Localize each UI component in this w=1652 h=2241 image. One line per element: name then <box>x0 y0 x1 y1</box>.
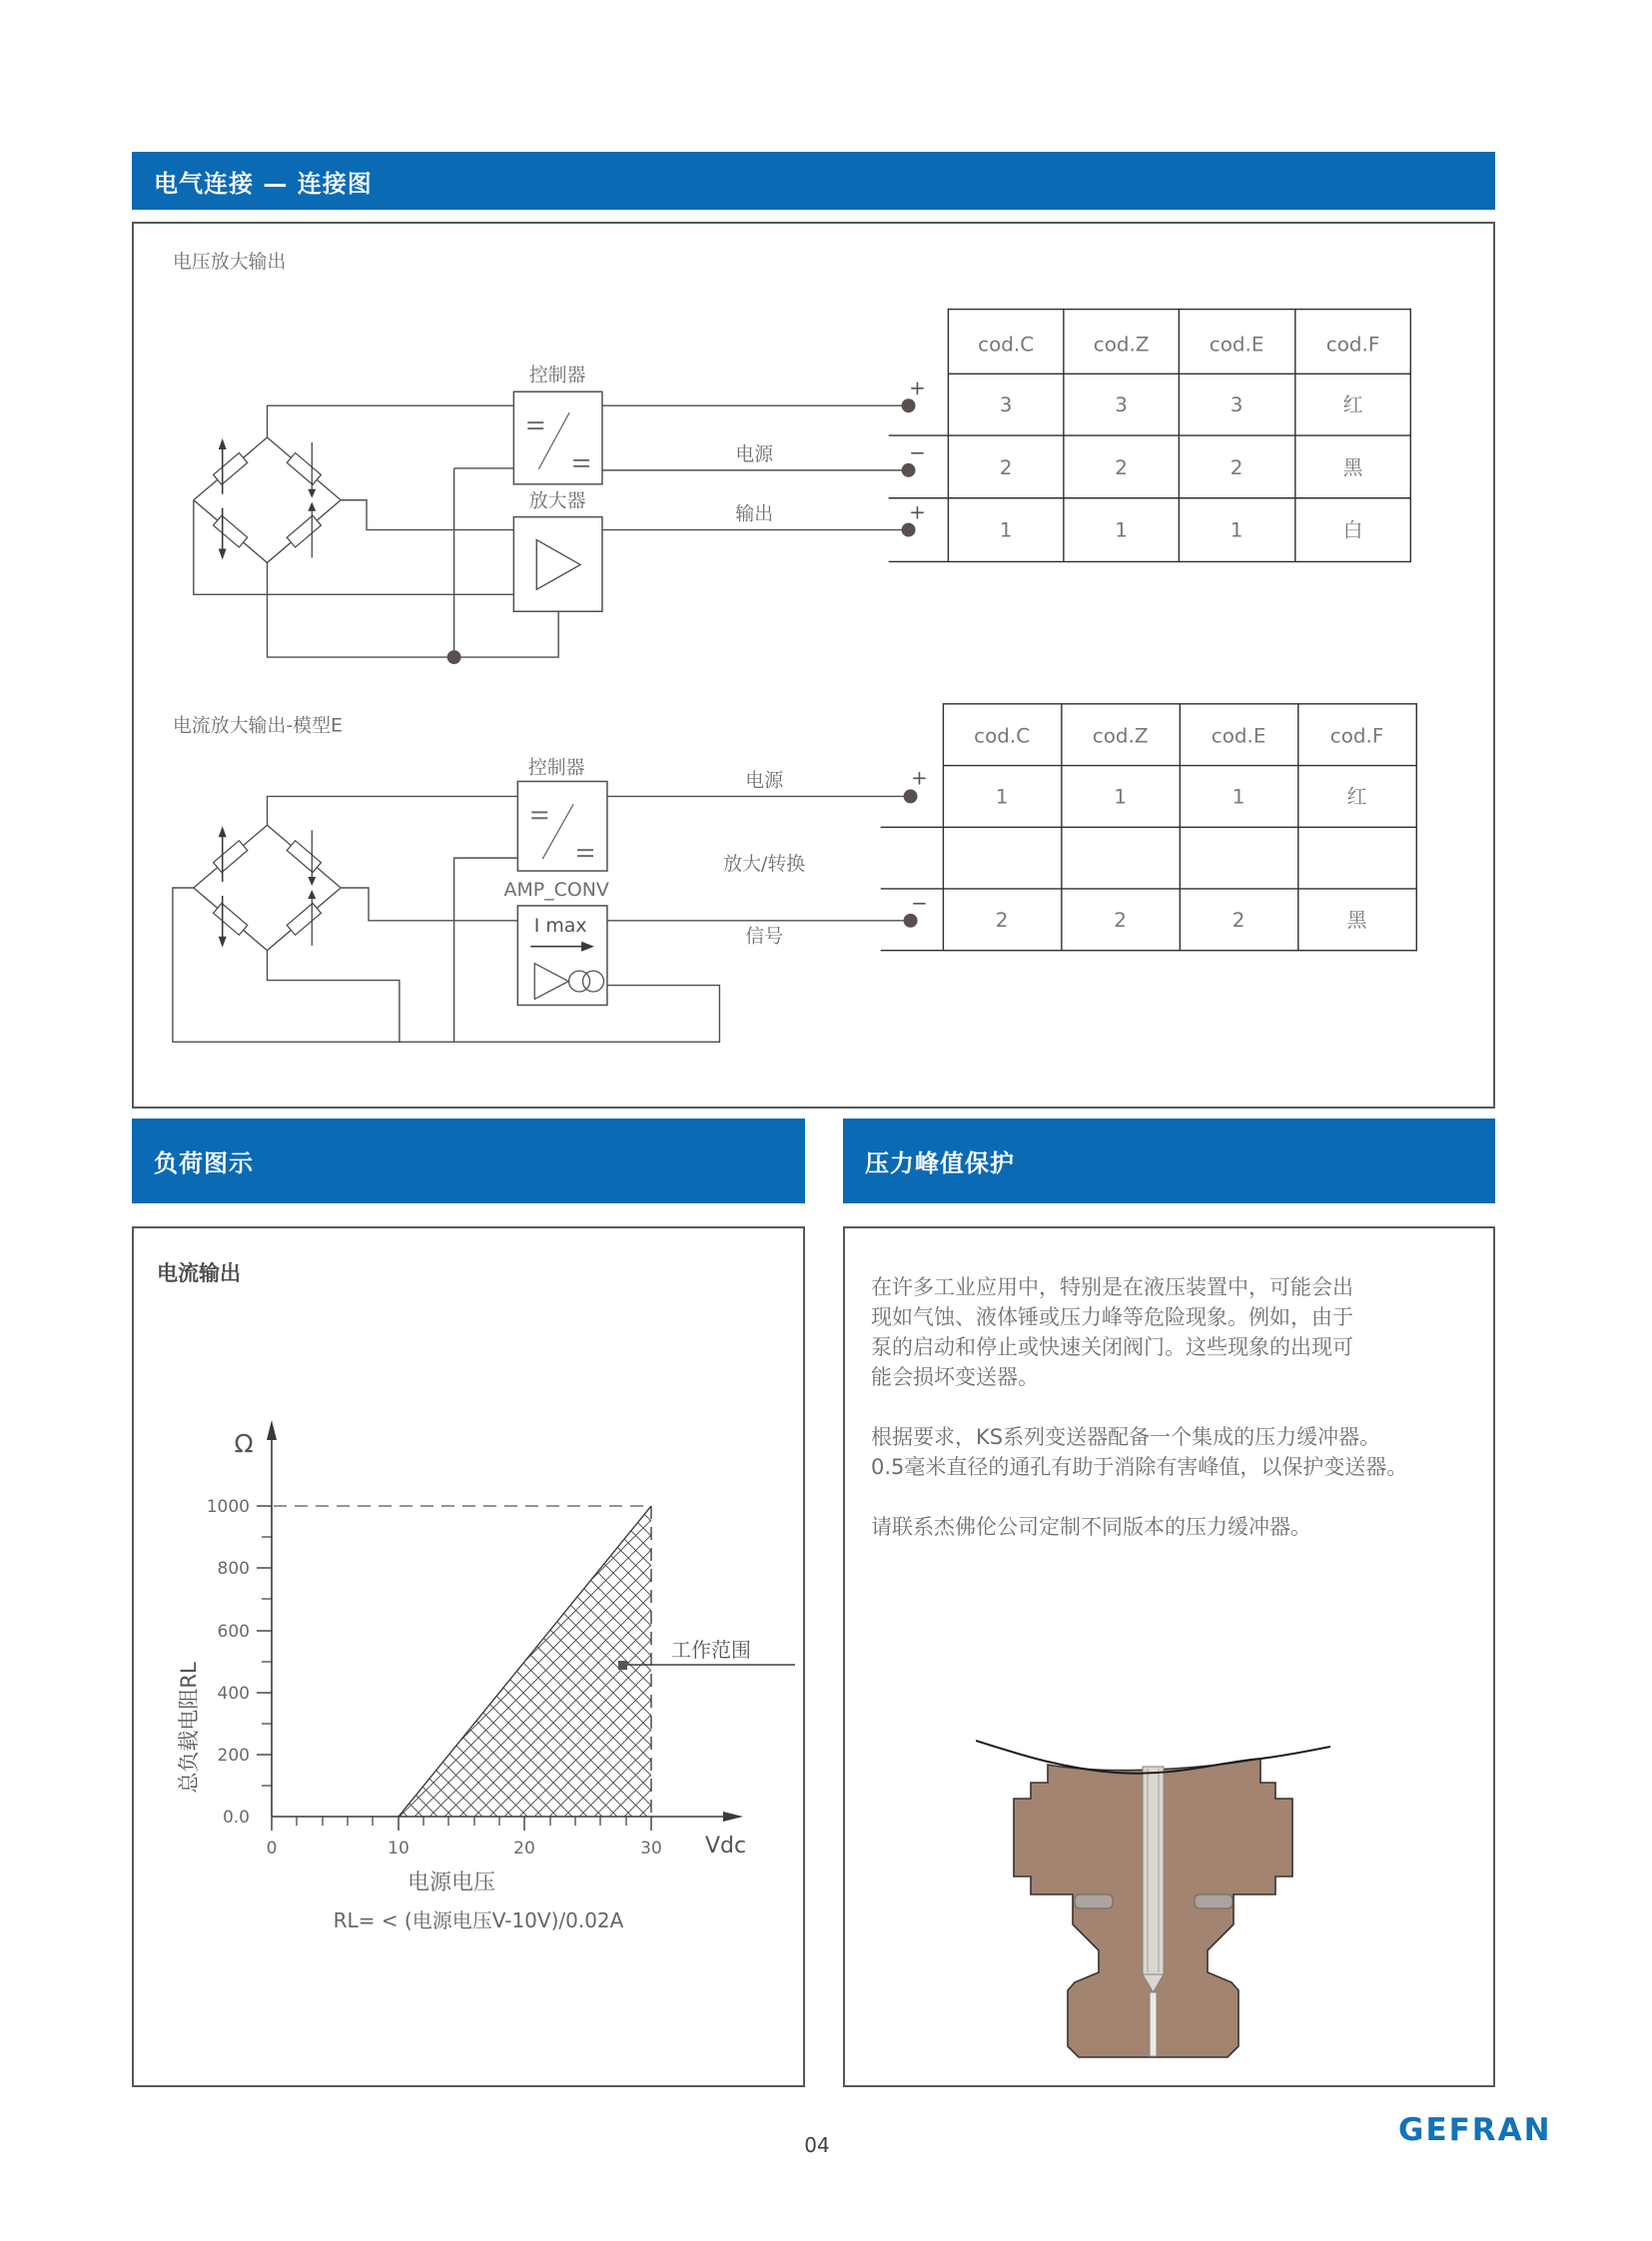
diagram2-title: 电流放大输出-模型E <box>172 714 343 737</box>
cell: 黑 <box>1342 455 1363 479</box>
y-tick: 1000 <box>206 1497 250 1517</box>
text-line-blank <box>871 1482 1470 1512</box>
amplifier-box-1 <box>513 490 602 612</box>
y-tick: 600 <box>217 1622 250 1642</box>
bridge-sensor-2 <box>194 825 341 950</box>
y-tick-labels <box>207 1497 250 1828</box>
col-header: cod.E <box>1211 724 1266 748</box>
x-tick-labels <box>267 1839 662 1859</box>
text-line: 现如气蚀、液体锤或压力峰等危险现象。例如，由于 <box>871 1305 1353 1329</box>
col-header: cod.F <box>1325 333 1380 357</box>
text-line-blank <box>871 1392 1470 1422</box>
terminal-sign: + <box>909 500 926 524</box>
section-title: 负荷图示 <box>154 1149 254 1177</box>
x-tick: 20 <box>513 1839 535 1859</box>
y-axis-arrow-icon <box>267 1420 277 1440</box>
cell: 1 <box>1232 785 1245 809</box>
wire-label-power: 电源 <box>735 442 774 465</box>
terminal-dot <box>902 463 916 477</box>
cell: 红 <box>1346 785 1367 809</box>
cell: 1 <box>1230 518 1243 542</box>
controller-box-2 <box>517 757 607 872</box>
y-axis-title: 总负载电阻RL <box>177 1662 201 1794</box>
pressure-protection-panel <box>843 1226 1495 2087</box>
amp-conv-label: AMP_CONV <box>503 878 609 901</box>
amplifier-label: 放大器 <box>528 489 586 512</box>
cell: 2 <box>1232 908 1245 932</box>
controller-label: 控制器 <box>527 756 585 779</box>
wire-label-signal: 信号 <box>745 925 784 948</box>
cell: 1 <box>995 785 1009 809</box>
cell: 3 <box>1115 393 1128 417</box>
terminal-dot <box>902 398 916 412</box>
text-line: 泵的启动和停止或快速关闭阀门。这些现象的出现可 <box>871 1335 1353 1359</box>
load-diagram-panel <box>132 1226 805 2087</box>
connection-table-1 <box>889 310 1411 562</box>
text-line: 在许多工业应用中，特别是在液压装置中，可能会出 <box>871 1275 1353 1299</box>
terminal-sign: − <box>909 440 926 464</box>
text-line: 根据要求，KS系列变送器配备一个集成的压力缓冲器。 <box>871 1425 1381 1449</box>
x-axis-arrow-icon <box>723 1812 743 1822</box>
wire-label-power: 电源 <box>745 769 784 792</box>
x-axis-title: 电源电压 <box>407 1870 496 1895</box>
x-tick: 30 <box>640 1839 662 1859</box>
wire-label-output: 输出 <box>735 502 774 525</box>
text-line: 请联系杰佛伦公司定制不同版本的压力缓冲器。 <box>871 1515 1311 1539</box>
cell: 2 <box>1230 455 1243 479</box>
cell: 红 <box>1342 393 1363 417</box>
bore-channel <box>1143 1767 1164 1974</box>
terminal-sign: − <box>911 891 928 915</box>
section-header-load-diagram <box>132 1119 805 1203</box>
controller-box-1 <box>513 364 602 484</box>
protection-text <box>871 1272 1470 1542</box>
load-chart <box>134 1228 803 2085</box>
groove-right <box>1195 1894 1233 1908</box>
section-header-pressure-peak-protection <box>843 1119 1495 1203</box>
bridge-sensor-1 <box>194 437 341 562</box>
controller-label: 控制器 <box>528 364 586 386</box>
callout-marker-icon <box>618 1661 627 1670</box>
col-header: cod.C <box>974 724 1031 748</box>
col-header: cod.F <box>1329 724 1384 748</box>
terminal-sign: + <box>909 376 926 400</box>
x-unit-label: Vdc <box>705 1834 747 1859</box>
terminal-dot <box>902 523 916 537</box>
text-line: 能会损坏变送器。 <box>871 1365 1039 1389</box>
cell: 2 <box>995 908 1009 932</box>
cell: 2 <box>1114 908 1127 932</box>
wire-label-ampconv: 放大/转换 <box>723 853 806 876</box>
col-header: cod.Z <box>1093 333 1150 357</box>
gefran-logo: GEFRAN <box>1398 2112 1552 2148</box>
diagram1-title: 电压放大输出 <box>172 250 287 273</box>
cell: 1 <box>1114 785 1127 809</box>
y-tick: 400 <box>217 1684 250 1704</box>
section-title: 电气连接 — 连接图 <box>154 169 373 198</box>
electrical-diagrams-panel <box>132 222 1495 1109</box>
section-title: 压力峰值保护 <box>865 1149 1015 1177</box>
cell: 黑 <box>1346 908 1367 932</box>
connection-table-2 <box>881 704 1417 951</box>
junction-dot <box>447 650 461 664</box>
wiring-diagrams <box>134 224 1493 1107</box>
through-hole <box>1150 1992 1157 2056</box>
cell: 1 <box>999 518 1013 542</box>
y-tick: 200 <box>217 1746 250 1766</box>
terminals-1 <box>902 376 926 536</box>
x-tick: 10 <box>388 1839 410 1859</box>
working-range-label: 工作范围 <box>671 1638 751 1662</box>
section-header-electrical-connections <box>132 152 1495 210</box>
y-unit-label: Ω <box>234 1429 254 1458</box>
groove-left <box>1075 1894 1113 1908</box>
text-line: 0.5毫米直径的通孔有助于消除有害峰值，以保护变送器。 <box>871 1455 1408 1479</box>
chart-subtitle: 电流输出 <box>157 1261 241 1285</box>
col-header: cod.E <box>1209 333 1264 357</box>
imax-label: I max <box>533 914 587 937</box>
y-tick: 800 <box>217 1559 250 1579</box>
col-header: cod.C <box>978 333 1035 357</box>
page-number: 04 <box>804 2133 830 2157</box>
y-axis <box>257 1420 277 1817</box>
cell: 2 <box>1115 455 1128 479</box>
terminal-sign: + <box>911 766 928 790</box>
cell: 2 <box>999 455 1013 479</box>
col-header: cod.Z <box>1092 724 1149 748</box>
terminal-dot <box>904 789 918 803</box>
load-formula: RL= < (电源电压V-10V)/0.02A <box>333 1908 624 1932</box>
x-tick: 0 <box>266 1839 278 1859</box>
cell: 白 <box>1342 518 1363 542</box>
cell: 3 <box>1230 393 1243 417</box>
snubber-cross-section-image <box>976 1733 1330 2062</box>
terminals-2 <box>904 766 928 927</box>
cell: 3 <box>999 393 1013 417</box>
amp-conv-box <box>504 879 609 1006</box>
cell: 1 <box>1115 518 1128 542</box>
terminal-dot <box>904 914 918 928</box>
y-tick: 0.0 <box>222 1808 250 1828</box>
